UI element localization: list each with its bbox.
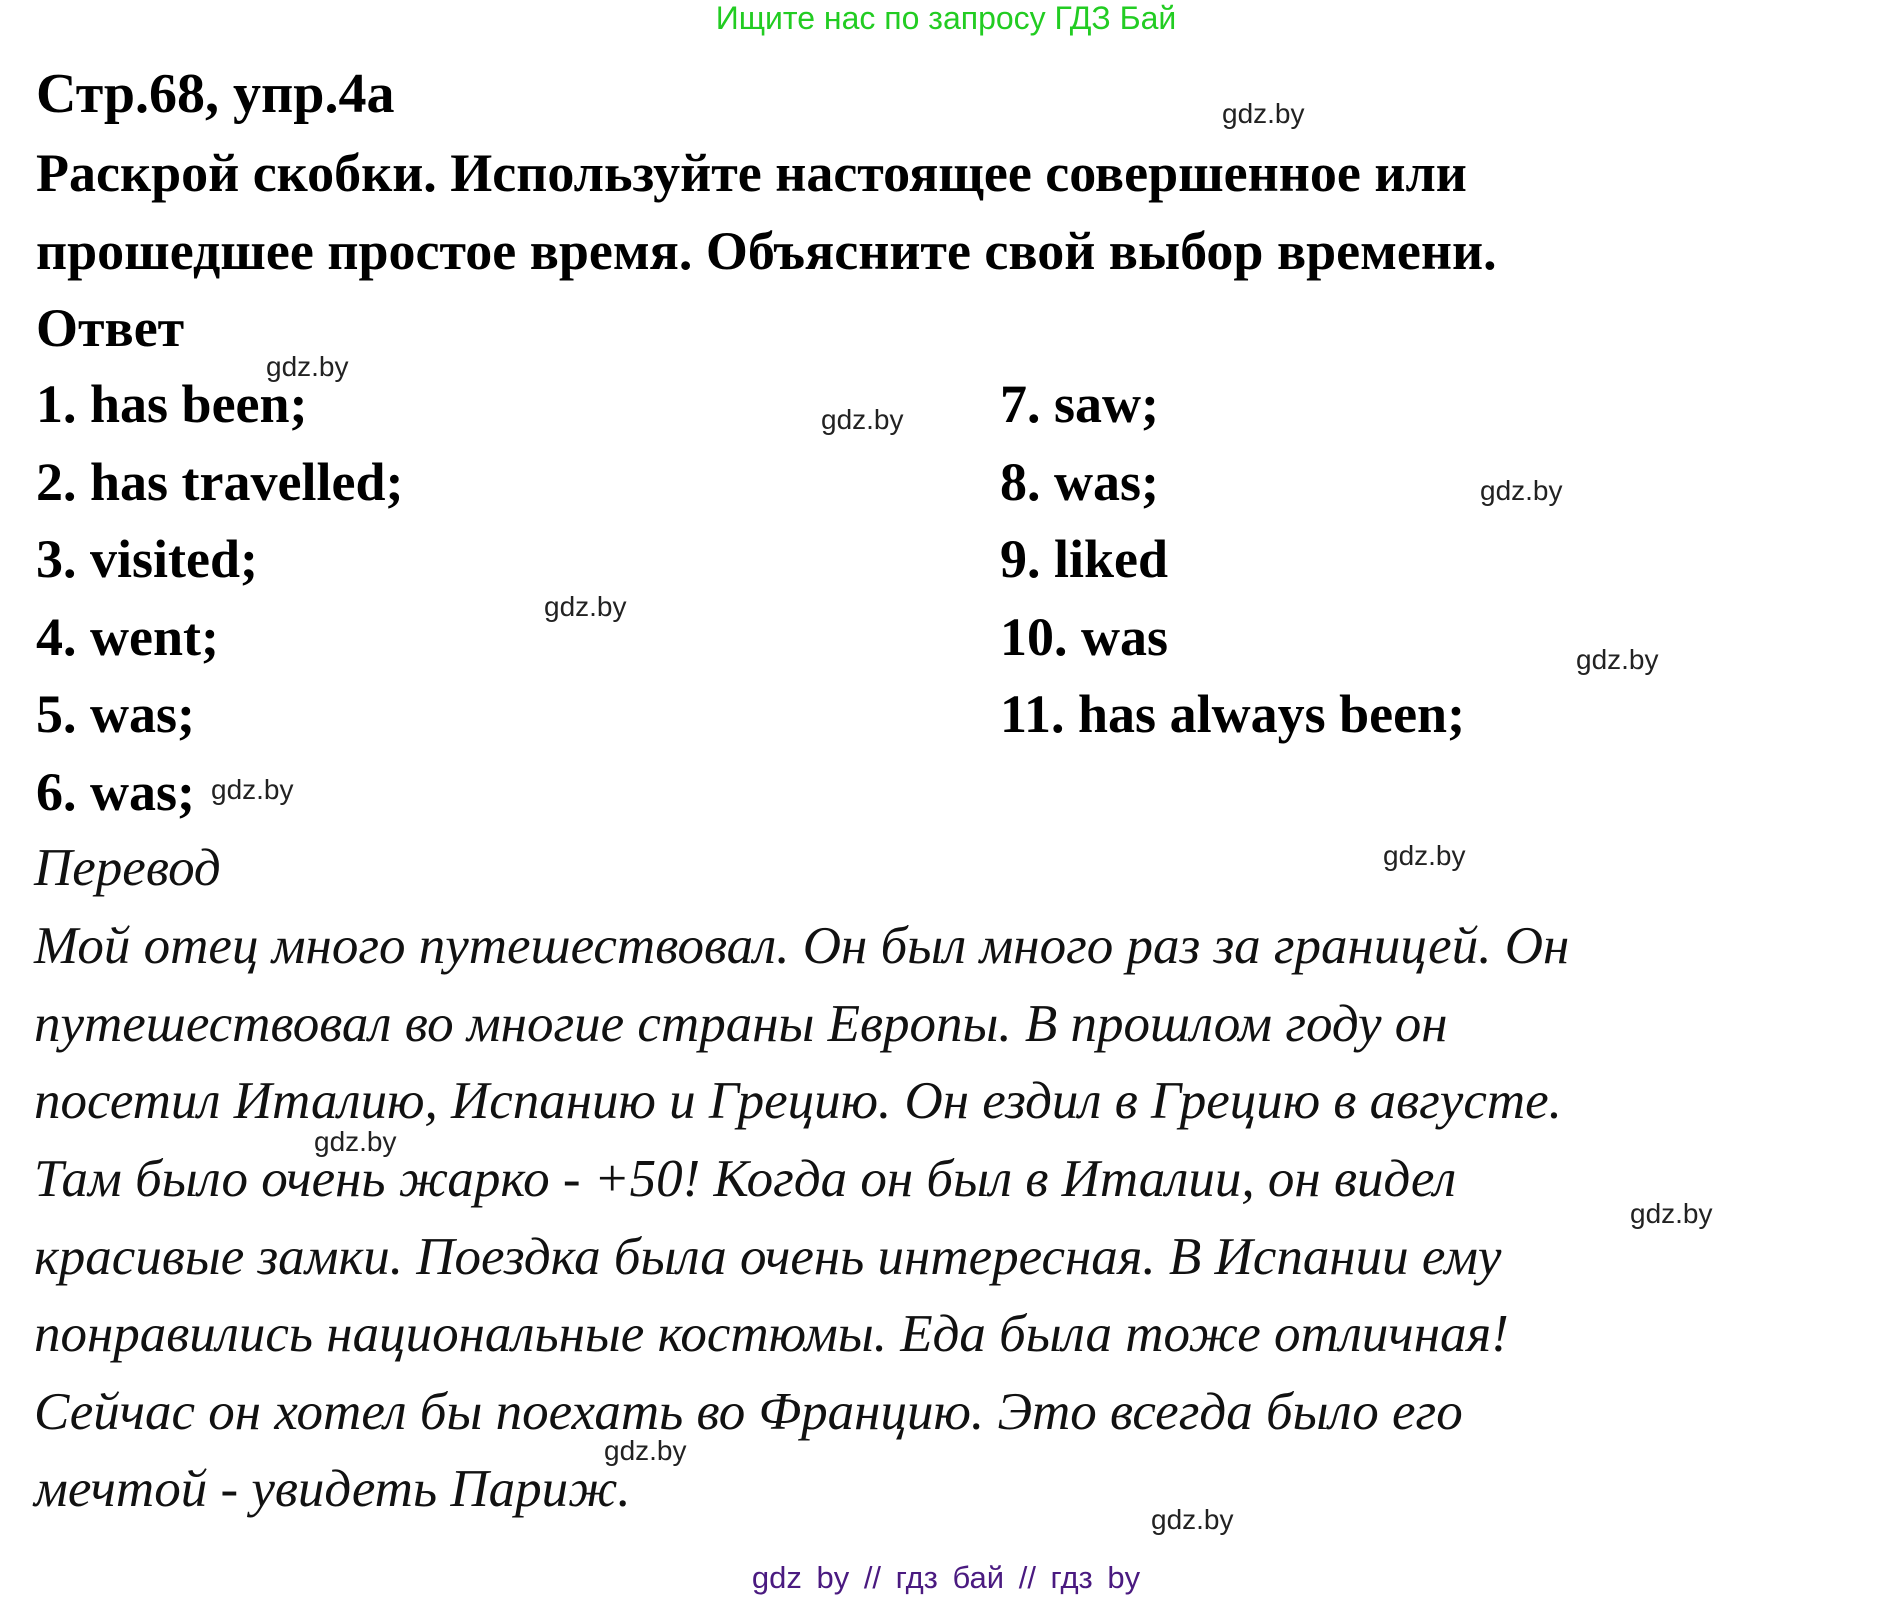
answer-item: 8. was;	[1000, 452, 1159, 512]
watermark: gdz.by	[211, 774, 294, 805]
watermark: gdz.by	[544, 591, 627, 622]
page-title: Стр.68, упр.4а	[36, 63, 395, 125]
search-hint-banner: Ищите нас по запросу ГДЗ Бай	[715, 0, 1177, 36]
watermark: gdz.by	[1222, 98, 1305, 129]
footer-links-text: gdz by // гдз бай // гдз by	[751, 1560, 1141, 1595]
answer-label: Ответ	[36, 298, 185, 358]
answer-item: 6. was;	[36, 762, 195, 822]
translation-line: Мой отец много путешествовал. Он был много раз за границей. Он	[34, 917, 1570, 975]
watermark: gdz.by	[821, 404, 904, 435]
translation-line: понравились национальные костюмы. Еда была тоже отличная!	[34, 1305, 1509, 1363]
watermark: gdz.by	[314, 1126, 397, 1157]
watermark: gdz.by	[1383, 840, 1466, 871]
watermark: gdz.by	[1576, 644, 1659, 675]
watermark: gdz.by	[1480, 475, 1563, 506]
answer-item: 5. was;	[36, 684, 195, 744]
answer-item: 10. was	[1000, 607, 1169, 667]
translation-line: посетил Италию, Испанию и Грецию. Он ездил в Грецию в августе.	[34, 1072, 1562, 1130]
watermark: gdz.by	[266, 351, 349, 382]
translation-line: Сейчас он хотел бы поехать во Францию. Это всегда было его	[34, 1383, 1463, 1441]
answer-item: 1. has been;	[36, 374, 308, 434]
instruction-line-2: прошедшее простое время. Объясните свой выбор времени.	[36, 221, 1497, 281]
translation-line: мечтой - увидеть Париж.	[34, 1460, 631, 1518]
answer-item: 7. saw;	[1000, 374, 1159, 434]
watermark: gdz.by	[1151, 1504, 1234, 1535]
translation-line: красивые замки. Поездка была очень интересная. В Испании ему	[34, 1228, 1502, 1286]
answer-item: 3. visited;	[36, 529, 258, 589]
watermark: gdz.by	[1630, 1198, 1713, 1229]
watermark: gdz.by	[604, 1435, 687, 1466]
translation-line: Там было очень жарко - +50! Когда он был в Италии, он видел	[34, 1150, 1457, 1208]
translation-line: путешествовал во многие страны Европы. В прошлом году он	[34, 995, 1448, 1053]
translation-label: Перевод	[34, 839, 221, 897]
answer-item: 9. liked	[1000, 529, 1169, 589]
answer-item: 4. went;	[36, 607, 219, 667]
answer-item: 2. has travelled;	[36, 452, 404, 512]
instruction-line-1: Раскрой скобки. Используйте настоящее совершенное или	[36, 143, 1467, 203]
answer-item: 11. has always been;	[1000, 684, 1466, 744]
